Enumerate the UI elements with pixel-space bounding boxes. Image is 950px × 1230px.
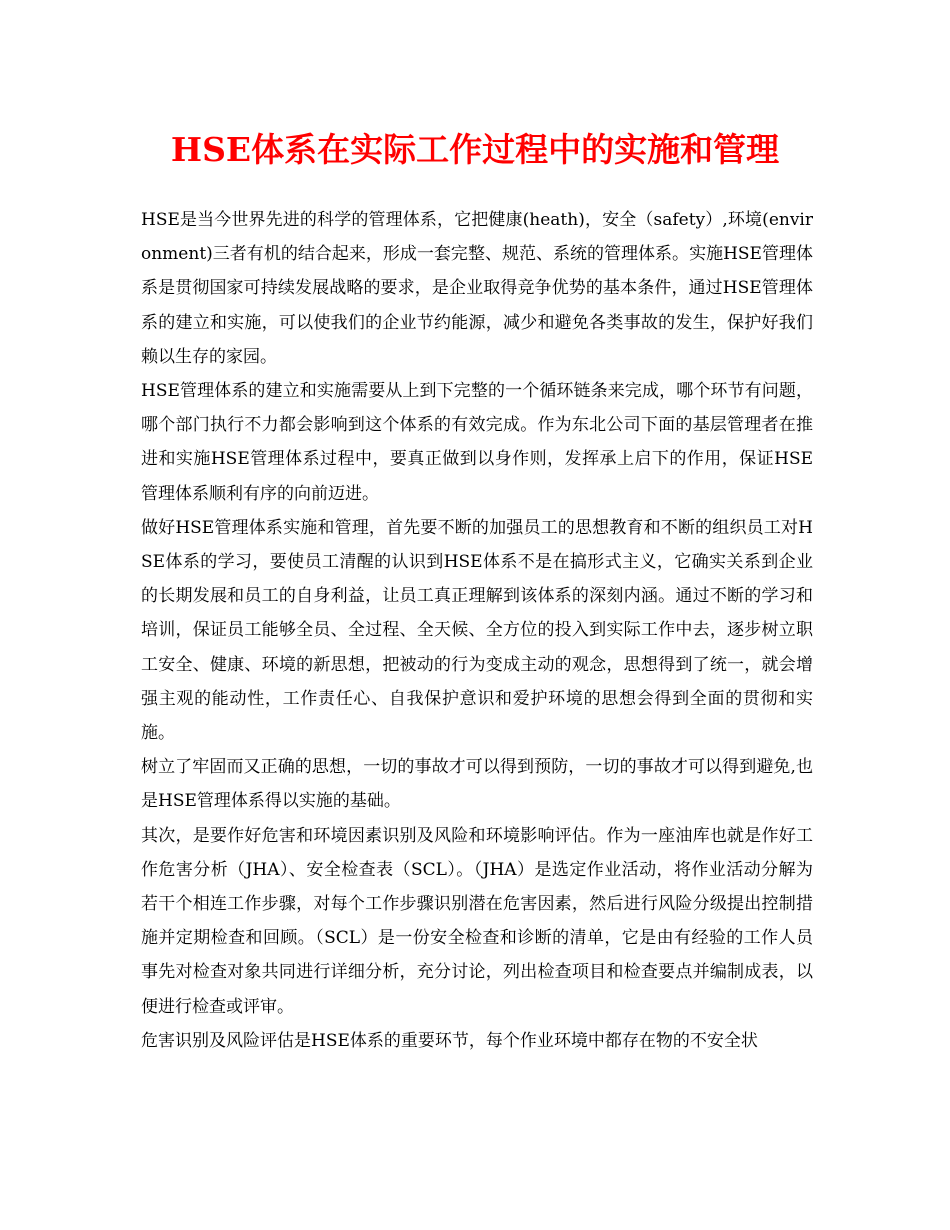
document-title: HSE体系在实际工作过程中的实施和管理 — [170, 130, 780, 169]
paragraph-5: 其次，是要作好危害和环境因素识别及风险和环境影响评估。作为一座油库也就是作好工作危害分析（JHA）、安全检查表（SCL）。（JHA）是选定作业活动，将作业活动分解为若干个相连工作步骤，对每个工作步骤识别潜在危害因素，然后进行风险分级提出控制措施并定期检查和回顾。（SCL）是一份安全检查和诊断的清单，它是由有经验的工作人员事先对检查对象共同进行详细分析，充分讨论，列出检查项目和检查要点并编制成表，以便进行检查或评审。 — [141, 825, 813, 1017]
paragraph-6: 危害识别及风险评估是HSE体系的重要环节，每个作业环境中都存在物的不安全状 — [141, 1030, 758, 1051]
paragraph-3: 做好HSE管理体系实施和管理，首先要不断的加强员工的思想教育和不断的组织员工对HSE体系的学习，要使员工清醒的认识到HSE体系不是在搞形式主义，它确实关系到企业的长期发展和员工的自身利益，让员工真正理解到该体系的深刻内涵。通过不断的学习和培训，保证员工能够全员、全过程、全天候、全方位的投入到实际工作中去，逐步树立职工安全、健康、环境的新思想，把被动的行为变成主动的观念，思想得到了统一，就会增强主观的能动性，工作责任心、自我保护意识和爱护环境的思想会得到全面的贯彻和实施。 — [141, 517, 813, 744]
document-body — [141, 203, 813, 1058]
paragraph-1: HSE是当今世界先进的科学的管理体系，它把健康(heath)，安全（safety）,环境(environment)三者有机的结合起来，形成一套完整、规范、系统的管理体系。实施HSE管理体系是贯彻国家可持续发展战略的要求，是企业取得竞争优势的基本条件，通过HSE管理体系的建立和实施，可以使我们的企业节约能源，减少和避免各类事故的发生，保护好我们赖以生存的家园。 — [141, 210, 813, 367]
paragraph-2: HSE管理体系的建立和实施需要从上到下完整的一个循环链条来完成，哪个环节有问题，哪个部门执行不力都会影响到这个体系的有效完成。作为东北公司下面的基层管理者在推进和实施HSE管理体系过程中，要真正做到以身作则，发挥承上启下的作用，保证HSE管理体系顺利有序的向前迈进。 — [141, 381, 813, 504]
paragraph-4: 树立了牢固而又正确的思想，一切的事故才可以得到预防，一切的事故才可以得到避免,也是HSE管理体系得以实施的基础。 — [141, 757, 813, 812]
